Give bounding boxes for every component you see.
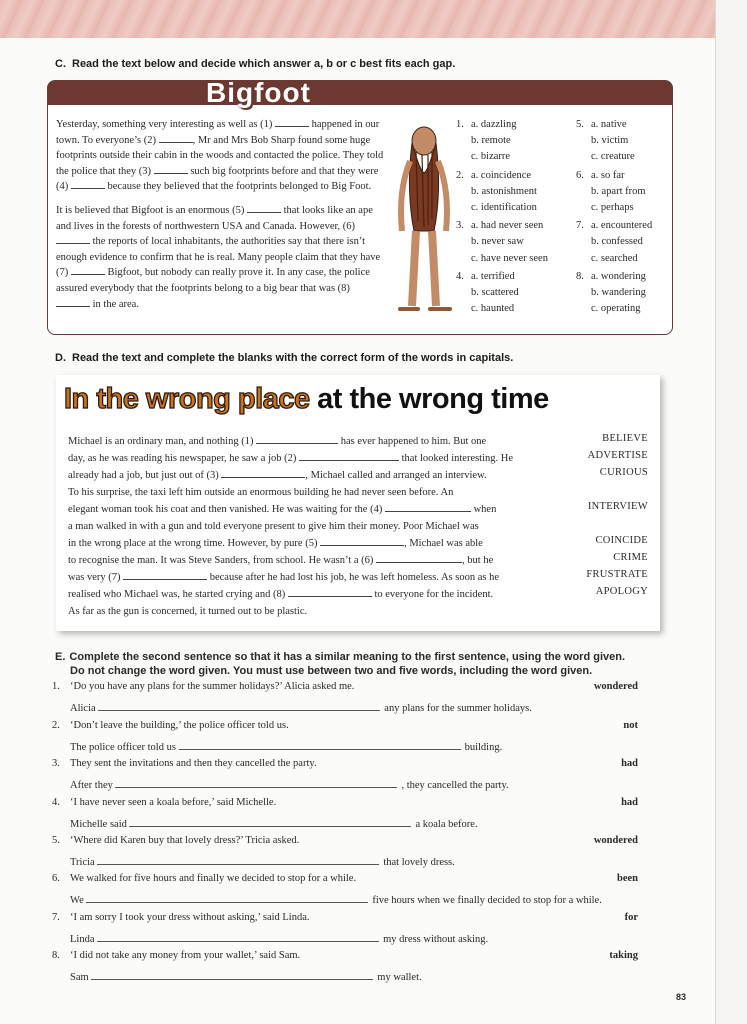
answer-end: my wallet.	[377, 972, 422, 983]
text-line	[68, 518, 553, 535]
blank-6[interactable]	[376, 553, 462, 563]
bigfoot-title: Bigfoot	[206, 77, 311, 108]
answer-line	[70, 931, 488, 945]
text-run: realised who Michael was, he started crying and (8)	[68, 589, 288, 600]
option-number: 5.	[576, 119, 584, 130]
answer-blank[interactable]	[97, 854, 379, 865]
answer-start: Tricia	[70, 857, 95, 868]
next-page-edge	[715, 0, 747, 1024]
bigfoot-paragraph-1	[56, 117, 386, 195]
title-part-2: at the wrong time	[317, 383, 549, 415]
text-run: to everyone for the incident.	[371, 589, 494, 600]
key-word: had	[621, 797, 638, 808]
text-run: when	[470, 504, 497, 515]
option-b[interactable]: b. confessed	[591, 236, 643, 248]
option-group	[576, 218, 652, 267]
text-run: , Michael called and arranged an interview.	[305, 470, 487, 481]
option-b[interactable]: b. never saw	[471, 236, 524, 248]
item-number: 5.	[52, 835, 60, 846]
option-c[interactable]: c. haunted	[471, 303, 515, 315]
answer-blank[interactable]	[86, 892, 368, 903]
gap-8[interactable]	[56, 297, 90, 307]
section-c-heading	[55, 58, 455, 70]
item-sentence: ‘Where did Karen buy that lovely dress?’ Tricia asked.	[70, 835, 300, 846]
key-word: wondered	[593, 835, 638, 846]
text-run: to recognise the man. It was Steve Sanders, from school. He wasn’t a (6)	[68, 555, 377, 566]
bigfoot-illustration	[388, 121, 458, 321]
key-word: not	[623, 720, 638, 731]
gap-6[interactable]	[56, 234, 90, 244]
item-sentence: We walked for five hours and finally we decided to stop for a while.	[70, 873, 357, 884]
wrong-place-title	[64, 383, 549, 423]
item-sentence: ‘I did not take any money from your wallet,’ said Sam.	[70, 950, 301, 961]
page-number: 83	[676, 992, 687, 1002]
option-b[interactable]: b. astonishment	[471, 185, 537, 197]
text-run: such big footprints before and that they were (4)	[56, 165, 379, 193]
answer-start: After they	[70, 780, 113, 791]
text-run: a man walked in with a gun and told everyone present to give him their money. Poor Michael was	[68, 521, 479, 532]
option-b[interactable]: b. victim	[591, 135, 629, 147]
answer-blank[interactable]	[98, 700, 380, 711]
text-run: because they believed that the footprints belonged to Big Foot.	[104, 181, 372, 193]
key-word: been	[617, 873, 638, 884]
answer-start: The police officer told us	[70, 742, 176, 753]
capital-word: ADVERTISE	[587, 450, 648, 461]
option-group	[576, 269, 652, 318]
text-run: in the wrong place at the wrong time. However, by pure (5)	[68, 538, 321, 549]
key-word: wondered	[593, 681, 638, 692]
text-line	[68, 484, 553, 501]
option-number: 8.	[576, 270, 584, 282]
text-run: Yesterday, something very interesting as well as (1)	[56, 119, 275, 130]
option-a[interactable]: a. had never seen	[471, 220, 544, 232]
capital-word: CRIME	[613, 552, 648, 563]
blank-5[interactable]	[320, 536, 404, 546]
options-column-right	[576, 117, 652, 319]
option-number: 2.	[456, 169, 464, 181]
blank-1[interactable]	[256, 434, 338, 444]
option-b[interactable]: b. apart from	[591, 185, 646, 197]
text-run: , Mr and Mrs Bob Sharp found some huge footprints outside their cabin in the woods and contacted the police. They told the police that they (3)	[56, 134, 384, 177]
gap-7[interactable]	[71, 265, 105, 275]
item-sentence: ‘I am sorry I took your dress without asking,’ said Linda.	[70, 912, 310, 923]
blank-8[interactable]	[288, 587, 372, 597]
item-number: 3.	[52, 758, 60, 769]
wrong-place-text	[68, 433, 553, 620]
text-run: , Michael was able	[404, 538, 483, 549]
gap-3[interactable]	[154, 164, 188, 174]
blank-3[interactable]	[221, 468, 305, 478]
capital-word: BELIEVE	[602, 433, 648, 444]
option-group	[456, 117, 548, 166]
option-c[interactable]: c. bizarre	[471, 151, 511, 163]
capital-word: COINCIDE	[595, 535, 648, 546]
option-c[interactable]: c. perhaps	[591, 202, 634, 214]
option-a[interactable]: a. encountered	[591, 220, 653, 232]
text-line	[68, 569, 553, 586]
option-a[interactable]: a. coincidence	[471, 169, 532, 181]
answer-start: We	[70, 895, 84, 906]
answer-blank[interactable]	[179, 739, 461, 750]
item-number: 7.	[52, 912, 60, 923]
capital-word: CURIOUS	[599, 467, 648, 478]
text-run: Bigfoot, but nobody can really prove it. In any case, the police assured everybody that the footprints belong to a big bear that was (8)	[56, 267, 370, 294]
blank-2[interactable]	[299, 451, 399, 461]
answer-line	[70, 969, 422, 983]
answer-blank[interactable]	[97, 931, 379, 942]
section-e-heading	[55, 650, 635, 678]
text-line	[68, 586, 553, 603]
key-word: taking	[609, 950, 638, 961]
text-run: As far as the gun is concerned, it turned out to be plastic.	[68, 606, 308, 617]
option-b[interactable]: b. remote	[471, 135, 511, 147]
title-part-1: In the wrong place	[64, 383, 310, 415]
text-line	[68, 603, 553, 620]
answer-line	[70, 777, 509, 791]
section-d-heading	[55, 352, 513, 364]
option-number: 3.	[456, 220, 464, 232]
answer-line	[70, 700, 532, 714]
text-run: has ever happened to him. But one	[338, 436, 487, 447]
item-number: 4.	[52, 797, 60, 808]
answer-start: Linda	[70, 934, 95, 945]
answer-end: any plans for the summer holidays.	[384, 703, 532, 714]
bigfoot-paragraph-2	[56, 203, 386, 312]
text-run: , but he	[462, 555, 494, 566]
option-group	[576, 117, 652, 166]
text-run: already had a job, but just out of (3)	[68, 470, 222, 481]
answer-start: Michelle said	[70, 819, 127, 830]
item-number: 8.	[52, 950, 60, 961]
item-number: 6.	[52, 873, 60, 884]
answer-line	[70, 739, 502, 753]
text-line	[68, 535, 553, 552]
option-a[interactable]: a. dazzling	[471, 119, 517, 130]
decorative-header-band	[0, 0, 715, 38]
answer-blank[interactable]	[115, 777, 397, 788]
item-number: 1.	[52, 681, 60, 692]
item-number: 2.	[52, 720, 60, 731]
option-c[interactable]: c. have never seen	[471, 252, 548, 264]
section-e-letter: E.	[55, 651, 66, 663]
answer-line	[70, 816, 478, 830]
answer-blank[interactable]	[91, 969, 373, 980]
item-sentence: They sent the invitations and then they cancelled the party.	[70, 758, 317, 769]
gap-2[interactable]	[159, 133, 193, 143]
options-column-left	[456, 117, 548, 319]
answer-end: a koala before.	[415, 819, 478, 830]
text-line	[68, 501, 553, 518]
capital-word: FRUSTRATE	[586, 569, 648, 580]
capital-word: APOLOGY	[595, 586, 648, 597]
option-a[interactable]: a. wondering	[591, 270, 646, 282]
section-d-instruction: Read the text and complete the blanks with the correct form of the words in capitals.	[72, 352, 514, 364]
option-number: 4.	[456, 270, 464, 282]
text-run: It is believed that Bigfoot is an enormous (5)	[56, 204, 248, 216]
text-run: that looked interesting. He	[399, 453, 514, 464]
gap-4[interactable]	[71, 179, 105, 189]
option-c[interactable]: c. searched	[591, 252, 638, 264]
text-run: that looks like an ape and lives in the forests of northwestern USA and Canada. However, (6)	[56, 204, 373, 232]
option-group	[456, 168, 548, 217]
section-c-instruction: Read the text below and decide which answer a, b or c best fits each gap.	[72, 58, 456, 70]
bigfoot-text	[56, 117, 386, 320]
text-line	[68, 450, 553, 467]
section-e-instruction-1: Complete the second sentence so that it has a similar meaning to the first sentence, using the word given.	[69, 651, 626, 663]
text-line	[68, 433, 553, 450]
answer-end: building.	[464, 742, 503, 753]
bigfoot-exercise-box	[47, 77, 673, 335]
option-group	[456, 269, 548, 318]
text-run: the reports of local inhabitants, the authorities say that there isn’t enough evidence to confirm that he is real. Many people claim that they have (7)	[56, 236, 381, 279]
item-sentence: ‘Don’t leave the building,’ the police officer told us.	[70, 720, 289, 731]
section-e-instruction-2: Do not change the word given. You must use between two and five words, including the word given.	[70, 665, 593, 677]
option-a[interactable]: a. so far	[591, 169, 625, 181]
blank-7[interactable]	[123, 570, 207, 580]
answer-end: that lovely dress.	[383, 857, 455, 868]
text-run: was very (7)	[68, 572, 124, 583]
answer-end: , they cancelled the party.	[401, 780, 509, 791]
section-d-letter: D.	[55, 352, 66, 364]
text-run: happened in our town. To everyone’s (2)	[56, 119, 380, 146]
gap-1[interactable]	[275, 117, 309, 127]
answer-line	[70, 854, 455, 868]
option-b[interactable]: b. scattered	[471, 287, 519, 299]
text-line	[68, 467, 553, 484]
text-line	[68, 552, 553, 569]
text-run: because after he had lost his job, he was left homeless. As soon as he	[207, 572, 499, 583]
answer-line	[70, 892, 602, 906]
key-word: had	[621, 758, 638, 769]
answer-end: five hours when we finally decided to stop for a while.	[372, 895, 602, 906]
blank-4[interactable]	[385, 502, 471, 512]
section-c-letter: C.	[55, 58, 66, 70]
text-run: in the area.	[90, 298, 139, 310]
option-c[interactable]: c. operating	[591, 303, 641, 315]
key-word: for	[624, 912, 638, 923]
gap-5[interactable]	[247, 203, 281, 213]
option-group	[456, 218, 548, 267]
option-number: 7.	[576, 220, 584, 232]
text-run: Michael is an ordinary man, and nothing (1)	[68, 436, 257, 447]
option-c[interactable]: c. identification	[471, 202, 537, 214]
capital-word: INTERVIEW	[587, 501, 648, 512]
option-number: 6.	[576, 169, 584, 181]
answer-end: my dress without asking.	[383, 934, 489, 945]
text-run: elegant woman took his coat and then vanished. He was waiting for the (4)	[68, 504, 385, 515]
answer-blank[interactable]	[129, 816, 411, 827]
option-c[interactable]: c. creature	[591, 151, 635, 163]
option-number: 1.	[456, 119, 464, 130]
wrong-place-exercise-box	[56, 375, 660, 631]
item-sentence: ‘Do you have any plans for the summer holidays?’ Alicia asked me.	[70, 681, 355, 692]
text-run: To his surprise, the taxi left him outside an enormous building he had never seen before. An	[68, 487, 454, 498]
option-a[interactable]: a. terrified	[471, 270, 515, 282]
text-run: day, as he was reading his newspaper, he saw a job (2)	[68, 453, 299, 464]
option-group	[576, 168, 652, 217]
option-a[interactable]: a. native	[591, 119, 627, 130]
answer-start: Alicia	[70, 703, 96, 714]
option-b[interactable]: b. wandering	[591, 287, 646, 299]
bigfoot-title-bar	[48, 81, 672, 105]
answer-start: Sam	[70, 972, 89, 983]
item-sentence: ‘I have never seen a koala before,’ said Michelle.	[70, 797, 277, 808]
